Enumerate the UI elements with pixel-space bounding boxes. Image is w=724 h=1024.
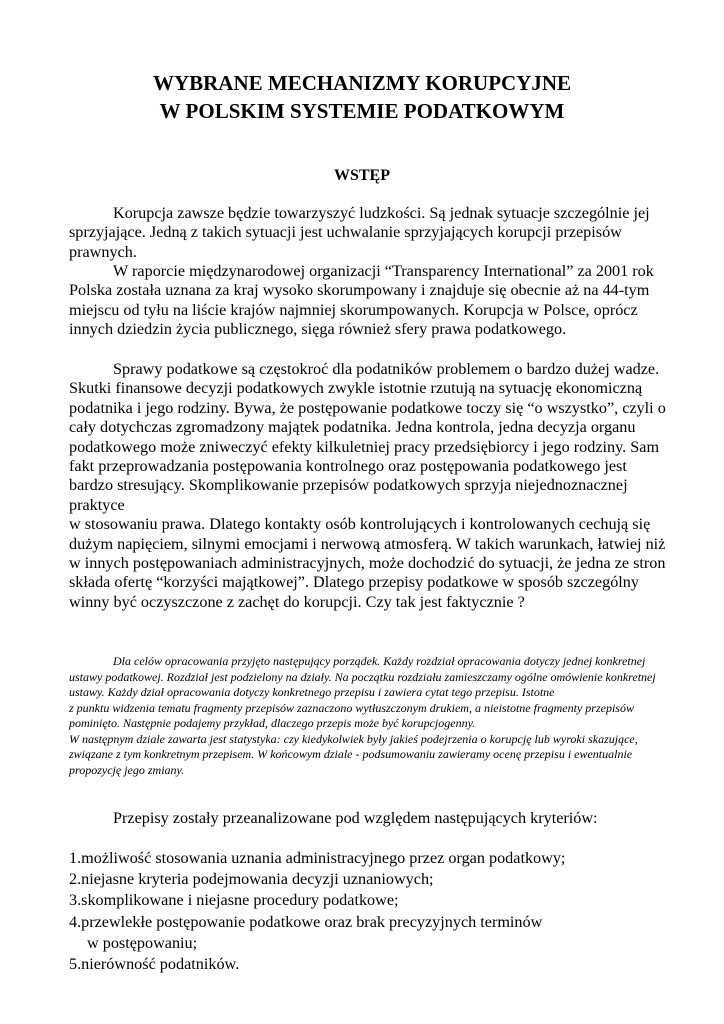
note-line: z punktu widzenia tematu fragmenty przepisów zaznaczono wytłuszczonym drukiem, a nieistotne fragmenty przepisów pominięto. Następnie podajemy przykład, dlaczego przepis może być korupcjogenny.: [69, 700, 634, 730]
paragraph: Korupcja zawsze będzie towarzyszyć ludzkości. Są jednak sytuacje szczególnie jej sprzyjające. Jedną z takich sytuacji jest uchwalanie sprzyjających korupcji przepisów prawnych.: [69, 204, 650, 261]
document-title-line1: WYBRANE MECHANIZMY KORUPCYJNE: [152, 71, 572, 95]
criteria-item: 3.skomplikowane i niejasne procedury podatkowe;: [69, 891, 399, 910]
paragraph: W raporcie międzynarodowej organizacji “Transparency International” za 2001 rok Polska została uznana za kraj wysoko skorumpowany i znajduje się obecnie aż na 44-tym miejscu od tyłu na liście krajów najmniej skorumpowanych. Korupcja w Polsce, oprócz innych dziedzin życia publicznego, sięga również sfery prawa podatkowego.: [69, 262, 654, 339]
paragraph: Sprawy podatkowe są częstokroć dla podatników problemem o bardzo dużej wadze. Skutki finansowe decyzji podatkowych zwykle istotnie rzutują na sytuację ekonomiczną podatnika i jego rodziny. Bywa, że postępowanie podatkowe toczy się “o wszystko”, czyli o cały dotychczas zgromadzony majątek podatnika. Jedna kontrola, jedna decyzja organu podatkowego może zniweczyć efekty kilkuletniej pracy przedsiębiorcy i jego rodziny. Sam fakt przeprowadzania postępowania kontrolnego oraz postępowania podatkowego jest bardzo stresujący. Skomplikowanie przepisów podatkowych sprzyja niejednoznacznej praktyce: [69, 360, 666, 514]
intro-paragraph-block: [69, 204, 669, 262]
section-heading: WSTĘP: [333, 167, 390, 184]
criteria-item-continuation: w postępowaniu;: [87, 933, 198, 952]
note-line: ustawy. Każdy dział opracowania dotyczy konkretnego przepisu i zawiera cytat tego przepisu. Istotne: [69, 685, 555, 699]
criteria-item: 4.przewlekłe postępowanie podatkowe oraz brak precyzyjnych terminów: [69, 912, 543, 931]
document-title-line2: W POLSKIM SYSTEMIE PODATKOWYM: [159, 99, 565, 123]
criteria-item: 2.niejasne kryteria podejmowania decyzji uznaniowych;: [69, 870, 434, 889]
criteria-item: 5.nierówność podatników.: [69, 955, 240, 974]
transparency-paragraph-block: [69, 262, 669, 340]
methodology-note: [69, 654, 669, 778]
note-line: W następnym dziale zawarta jest statystyka: czy kiedykolwiek były jakieś podejrzenia o korupcję lub wyroki skazujące, związane z tym konkretnym przepisem. W końcowym dziale - podsumowaniu zawieramy ocenę przepisu i ewentualnie propozycję jego zmiany.: [69, 731, 638, 777]
criteria-intro: Przepisy zostały przeanalizowane pod względem następujących kryteriów:: [113, 809, 598, 827]
criteria-list: [69, 848, 669, 975]
criteria-item: 1.możliwość stosowania uznania administracyjnego przez organ podatkowy;: [69, 849, 566, 867]
paragraph-continuation: w stosowaniu prawa. Dlatego kontakty osób kontrolujących i kontrolowanych cechują się dużym napięciem, silnymi emocjami i nerwową atmosferą. W takich warunkach, łatwiej niż w innych postępowaniach administracyjnych, może dochodzić do sytuacji, że jedna ze stron składa ofertę “korzyści majątkowej”. Dlatego przepisy podatkowe w sposób szczególny winny być oczyszczone z zachęt do korupcji. Czy tak jest faktycznie ?: [69, 515, 666, 611]
note-line: Dla celów opracowania przyjęto następujący porządek. Każdy rozdział opracowania dotyczy jednej konkretnej ustawy podatkowej. Rozdział jest podzielony na działy. Na początku rozdziału zamieszczamy ogólne omówienie konkretnej: [69, 654, 656, 684]
tax-matters-paragraph-block: [69, 360, 669, 612]
